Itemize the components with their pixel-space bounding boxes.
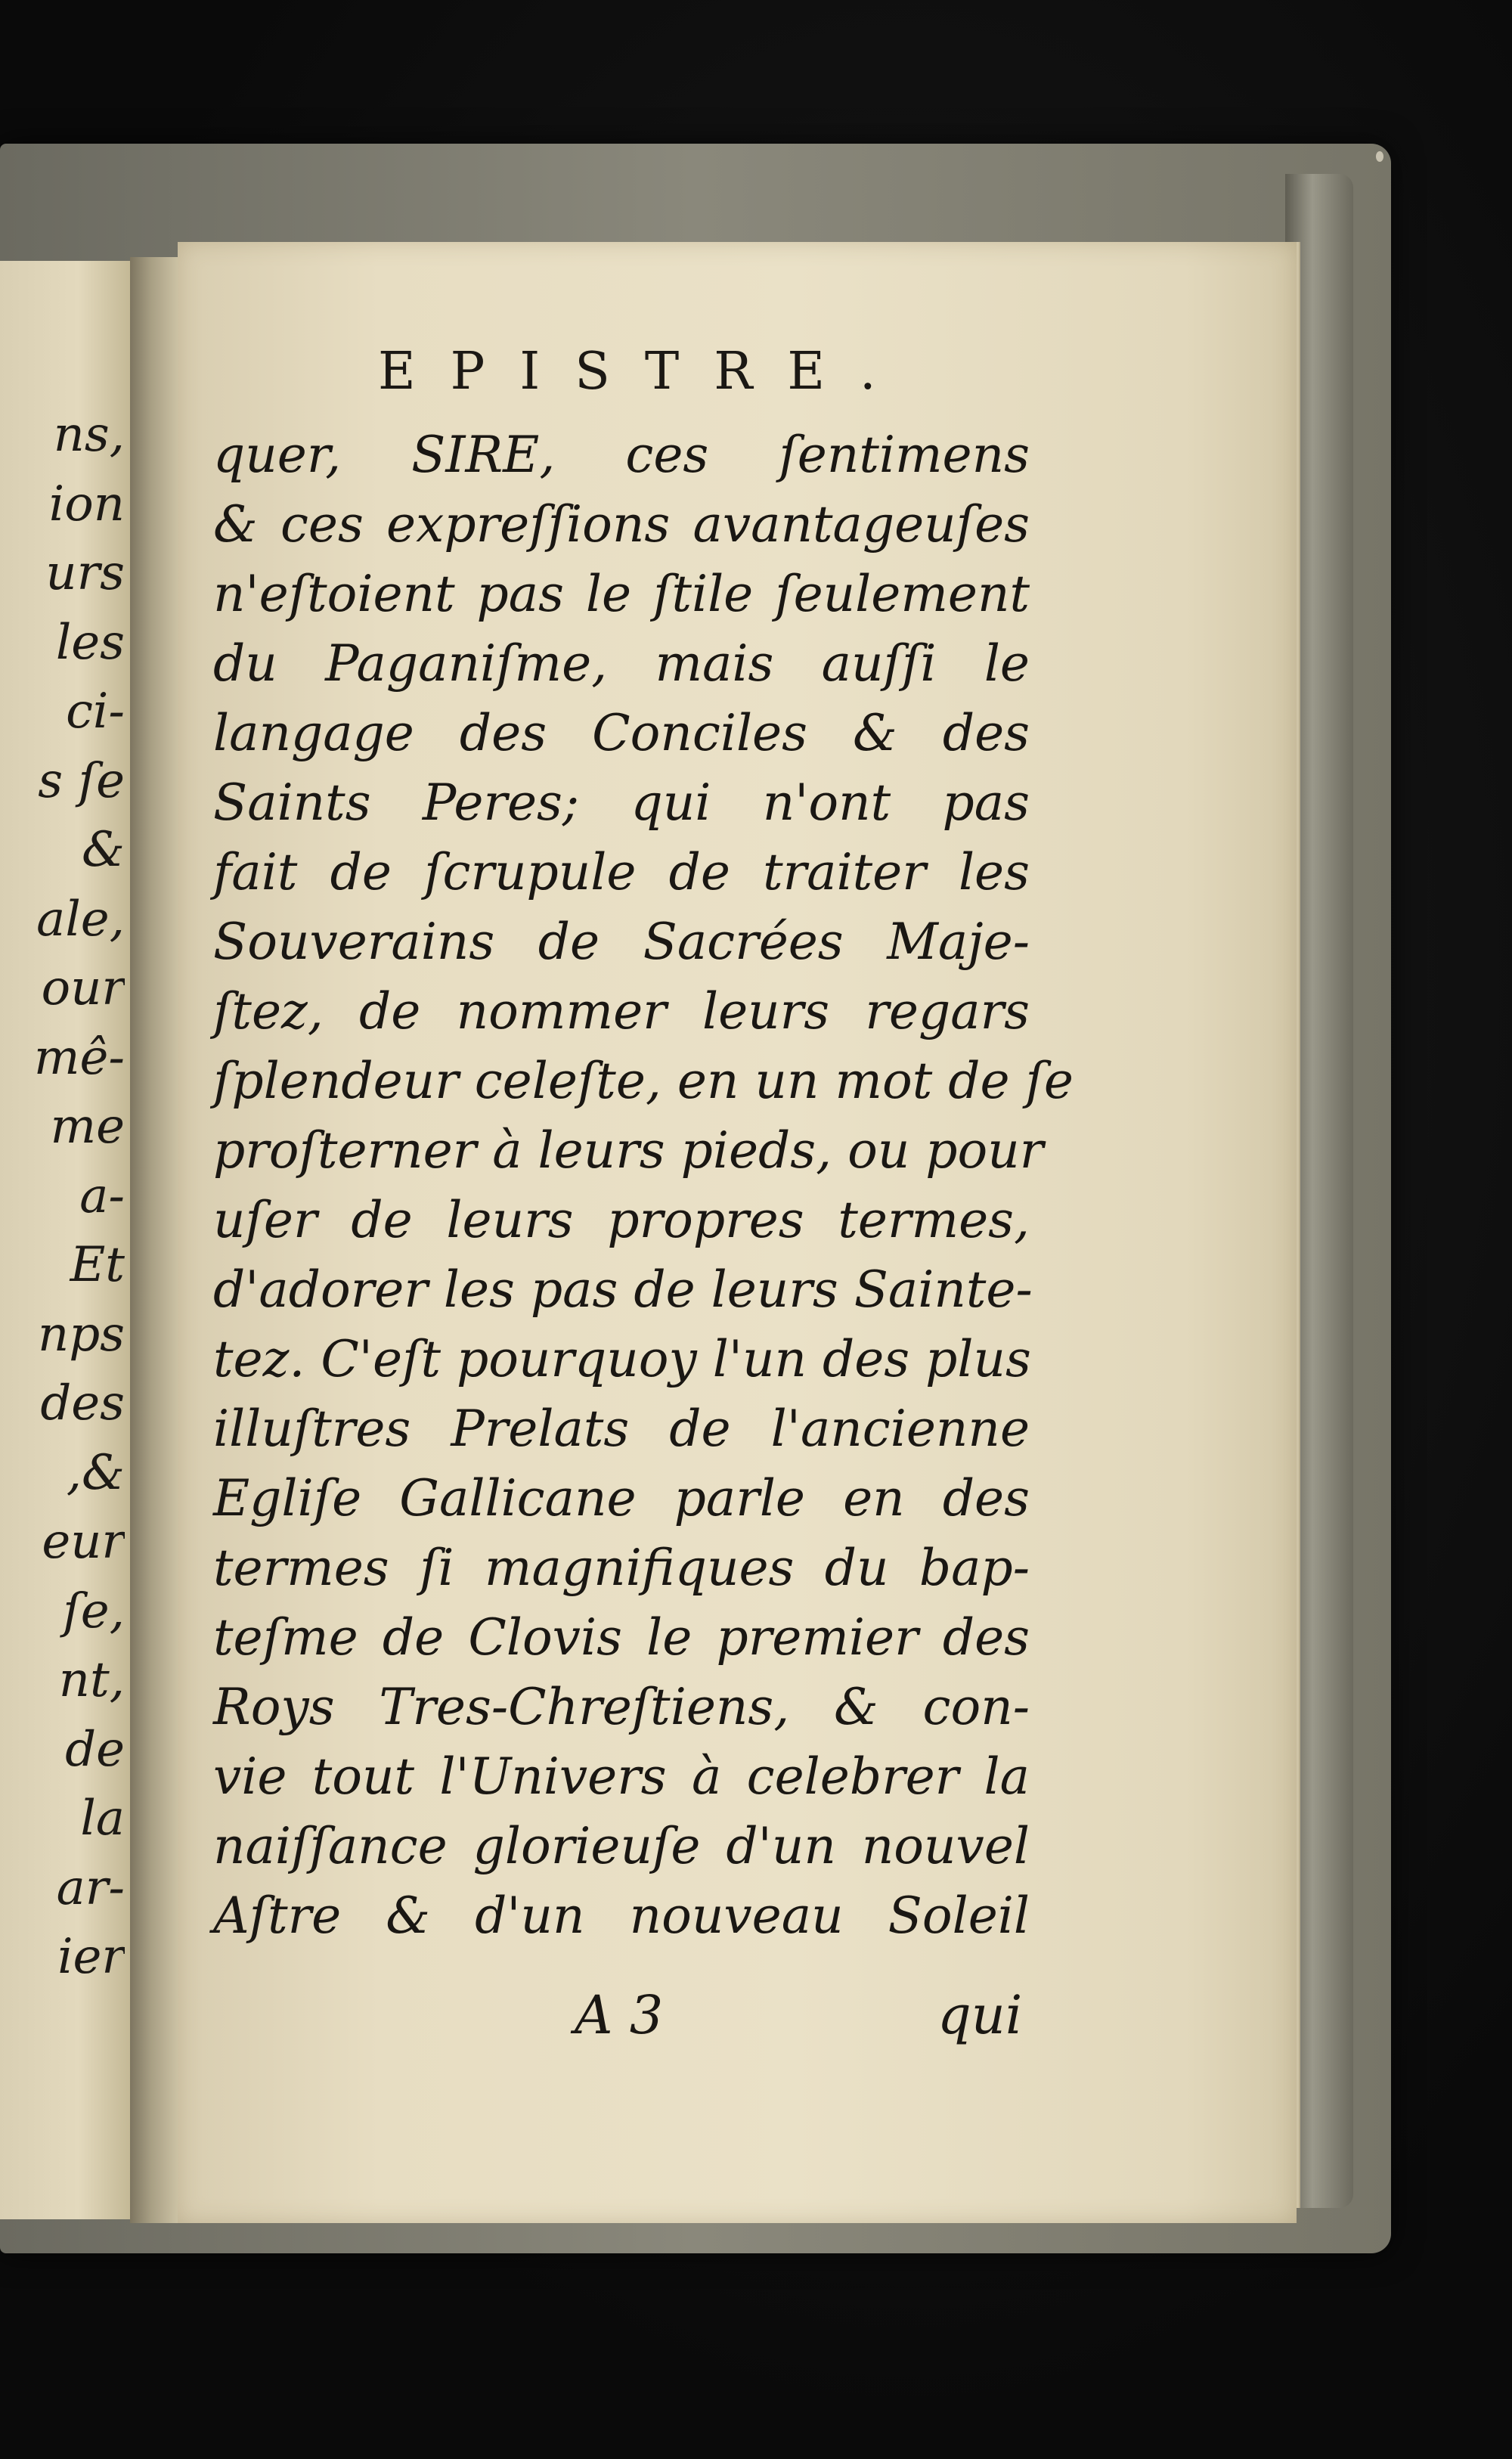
left-line: & <box>82 822 125 878</box>
left-line: nt, <box>58 1652 125 1708</box>
text-line: Egliſe Gallicane parle en des <box>213 1469 1030 1527</box>
book-gutter <box>130 257 183 2223</box>
left-line: des <box>40 1375 125 1431</box>
left-line: mê- <box>33 1029 125 1086</box>
text-line: du Paganiſme, mais auſſi le <box>213 634 1030 693</box>
text-line: proſterner à leurs pieds, ou pour <box>213 1121 1044 1180</box>
left-line: ion <box>48 476 125 532</box>
text-line: Aſtre & d'un nouveau Soleil <box>213 1887 1030 1945</box>
text-line: quer, SIRE, ces ſentimens <box>213 426 1030 484</box>
left-line: our <box>41 960 125 1016</box>
text-line: termes ſi magnifiques du bap- <box>213 1539 1030 1597</box>
left-line: ier <box>57 1929 125 1985</box>
left-line: la <box>80 1791 125 1847</box>
left-line: me <box>50 1099 125 1155</box>
text-line: uſer de leurs propres termes, <box>213 1191 1030 1249</box>
text-line: teſme de Clovis le premier des <box>213 1608 1030 1667</box>
text-line: Souverains de Sacrées Maje- <box>213 913 1030 971</box>
left-line: ,& <box>66 1444 125 1501</box>
left-line: les <box>55 614 125 671</box>
left-line: ci- <box>66 684 125 740</box>
text-line: Roys Tres-Chreſtiens, & con- <box>213 1678 1030 1736</box>
left-line: de <box>65 1721 125 1778</box>
left-line: ns, <box>53 407 125 463</box>
body-text <box>213 420 1074 1951</box>
left-line: nps <box>37 1306 125 1363</box>
left-line: ſe, <box>63 1583 125 1639</box>
text-line: Saints Peres; qui n'ont pas <box>213 774 1030 832</box>
text-line: & ces expreſſions avantageuſes <box>213 495 1030 554</box>
text-line: fait de ſcrupule de traiter les <box>213 843 1030 901</box>
catchword: qui <box>937 1984 1023 2046</box>
text-line: tez. C'eſt pourquoy l'un des plus <box>213 1330 1031 1388</box>
text-line: n'eſtoient pas le ſtile ſeulement <box>213 565 1030 623</box>
left-line: urs <box>45 545 125 601</box>
left-line: Et <box>70 1237 125 1293</box>
left-page-text <box>0 401 125 1992</box>
dust-speck <box>1376 151 1383 162</box>
running-head: EPISTRE. <box>378 342 911 402</box>
text-line: naiſſance glorieuſe d'un nouvel <box>213 1817 1030 1875</box>
left-line: s ſe <box>38 752 125 809</box>
text-line: ſplendeur celeſte, en un mot de ſe <box>213 1052 1074 1110</box>
text-line: d'adorer les pas de leurs Sainte- <box>213 1261 1033 1319</box>
signature-mark: A 3 <box>575 1984 664 2046</box>
left-line: ar- <box>56 1859 125 1916</box>
text-line: illuſtres Prelats de l'ancienne <box>213 1400 1030 1458</box>
left-line: ale, <box>36 891 125 947</box>
text-line: ſtez, de nommer leurs regars <box>213 982 1030 1040</box>
text-line: vie tout l'Univers à celebrer la <box>213 1747 1030 1806</box>
text-line: langage des Conciles & des <box>213 704 1030 762</box>
left-line: eur <box>42 1514 125 1570</box>
left-line: a- <box>79 1167 125 1224</box>
